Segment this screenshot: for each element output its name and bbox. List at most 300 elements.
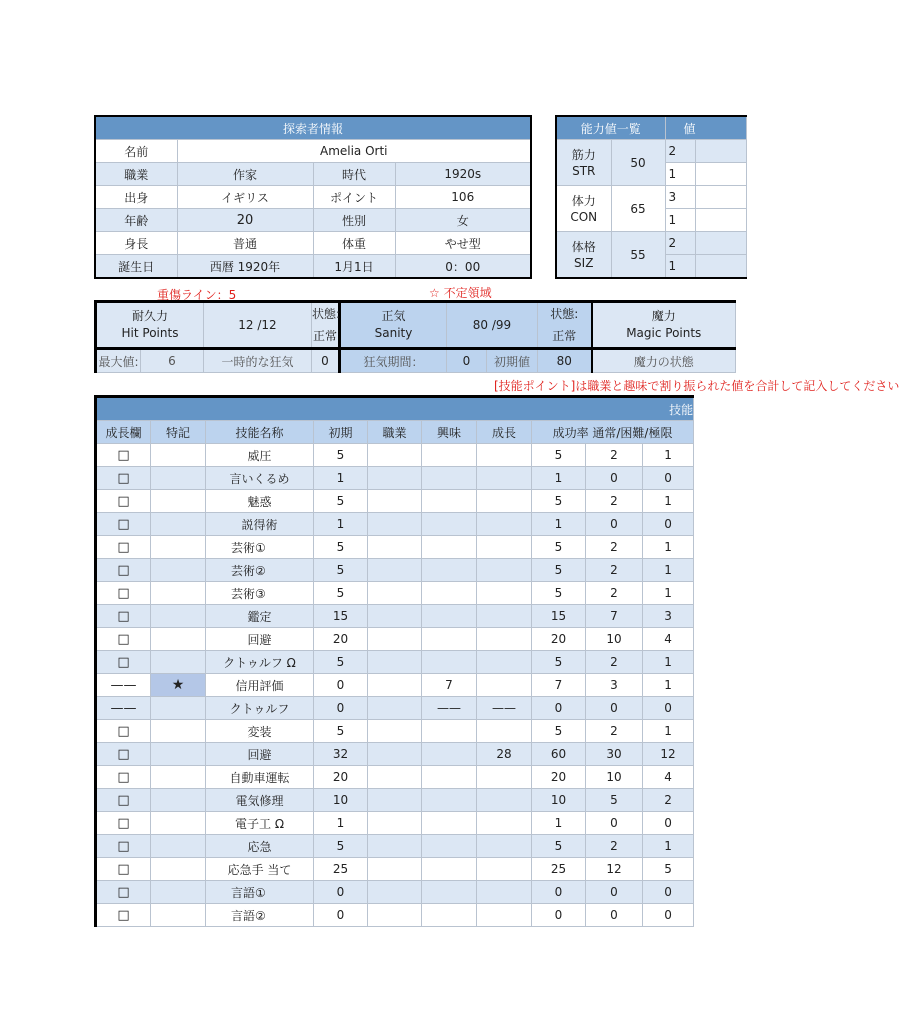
profile-value[interactable]: 20 (177, 209, 313, 232)
skill-row (96, 582, 694, 605)
skill-rate-extreme: 1 (643, 835, 694, 858)
skill-rate-hard: 0 (586, 467, 643, 490)
skill-name: 信用評価 (206, 674, 314, 697)
growth-checkbox[interactable]: □ (96, 513, 151, 536)
skill-rate-normal: 0 (532, 697, 586, 720)
skill-name: 言語① (206, 881, 314, 904)
skill-growth-points[interactable] (477, 789, 532, 812)
skill-growth-points[interactable] (477, 628, 532, 651)
skill-row (96, 789, 694, 812)
skill-hobby-points[interactable] (422, 582, 477, 605)
skill-hobby-points[interactable] (422, 444, 477, 467)
col-initial: 初期 (314, 421, 368, 444)
skill-rate-extreme: 1 (643, 582, 694, 605)
skill-rate-normal: 60 (532, 743, 586, 766)
profile-value[interactable]: 女 (395, 209, 531, 232)
skill-rate-normal: 10 (532, 789, 586, 812)
skill-rate-hard: 2 (586, 835, 643, 858)
skill-initial: 20 (314, 628, 368, 651)
skill-initial: 5 (314, 559, 368, 582)
skill-rate-extreme: 3 (643, 605, 694, 628)
skill-job-points[interactable] (368, 904, 422, 927)
stat-sub: 2 (665, 140, 695, 163)
growth-checkbox[interactable]: □ (96, 904, 151, 927)
profile-value[interactable]: 作家 (177, 163, 313, 186)
skill-rate-hard: 2 (586, 559, 643, 582)
special-mark (151, 628, 206, 651)
indefinite-insanity-note: ☆ 不定領域 (429, 286, 492, 300)
growth-checkbox[interactable]: □ (96, 812, 151, 835)
skill-row (96, 904, 694, 927)
skill-rate-hard: 0 (586, 904, 643, 927)
skill-name: 鑑定 (206, 605, 314, 628)
special-mark (151, 835, 206, 858)
skill-initial: 20 (314, 766, 368, 789)
skill-name: 変装 (206, 720, 314, 743)
skill-hobby-points[interactable] (422, 490, 477, 513)
stat-sub: 1 (665, 209, 695, 232)
skill-growth-points[interactable] (477, 904, 532, 927)
special-mark (151, 904, 206, 927)
skill-rate-extreme: 0 (643, 467, 694, 490)
col-hobby: 興味 (422, 421, 477, 444)
skill-name: 芸術② (206, 559, 314, 582)
growth-checkbox[interactable]: □ (96, 858, 151, 881)
skill-hobby-points[interactable] (422, 789, 477, 812)
skill-rate-normal: 20 (532, 628, 586, 651)
skill-initial: 32 (314, 743, 368, 766)
skill-hobby-points[interactable] (422, 628, 477, 651)
skill-rate-extreme: 1 (643, 444, 694, 467)
skill-name: 自動車運転 (206, 766, 314, 789)
growth-checkbox[interactable]: □ (96, 789, 151, 812)
skill-hobby-points[interactable] (422, 812, 477, 835)
skill-initial: 1 (314, 513, 368, 536)
skill-name: 電気修理 (206, 789, 314, 812)
stat-sub: 3 (665, 186, 695, 209)
skill-job-points[interactable] (368, 582, 422, 605)
skill-job-points[interactable] (368, 881, 422, 904)
skill-row (96, 858, 694, 881)
skill-hobby-points[interactable] (422, 467, 477, 490)
skill-job-points[interactable] (368, 743, 422, 766)
col-special: 特記 (151, 421, 206, 444)
profile-value[interactable]: Amelia Orti (177, 140, 531, 163)
skill-job-points[interactable] (368, 536, 422, 559)
growth-checkbox[interactable]: □ (96, 651, 151, 674)
stat-sub: 1 (665, 255, 695, 279)
special-mark (151, 812, 206, 835)
skill-rate-extreme: 12 (643, 743, 694, 766)
insanity-period-label: 狂気期間： (340, 349, 447, 373)
stat-sub: 1 (665, 163, 695, 186)
special-mark (151, 858, 206, 881)
growth-checkbox[interactable]: □ (96, 559, 151, 582)
skill-job-points[interactable] (368, 835, 422, 858)
skill-growth-points[interactable] (477, 858, 532, 881)
skill-name: 回避 (206, 628, 314, 651)
serious-injury-note: 重傷ライン：5 (157, 288, 237, 302)
skill-rate-extreme: 0 (643, 697, 694, 720)
skill-row (96, 835, 694, 858)
profile-header: 探索者情報 (95, 116, 531, 140)
skill-job-points[interactable] (368, 628, 422, 651)
skill-name: 魅惑 (206, 490, 314, 513)
initial-sanity-value[interactable]: 80 (538, 349, 592, 373)
skill-rate-hard: 3 (586, 674, 643, 697)
col-job: 職業 (368, 421, 422, 444)
skill-hobby-points[interactable] (422, 651, 477, 674)
growth-checkbox[interactable]: □ (96, 582, 151, 605)
skill-job-points[interactable] (368, 766, 422, 789)
skill-rate-hard: 12 (586, 858, 643, 881)
stat-name-siz: 体格 SIZ (556, 232, 611, 279)
skill-hobby-points[interactable]: —— (422, 697, 477, 720)
skill-growth-points[interactable] (477, 536, 532, 559)
initial-sanity-label: 初期値 (487, 349, 538, 373)
skill-job-points[interactable] (368, 467, 422, 490)
skill-initial: 0 (314, 697, 368, 720)
growth-checkbox[interactable]: □ (96, 835, 151, 858)
special-mark: ★ (151, 674, 206, 697)
skill-row (96, 559, 694, 582)
hp-max-value[interactable]: 6 (141, 349, 204, 373)
skill-name: 芸術① (206, 536, 314, 559)
skill-hobby-points[interactable] (422, 720, 477, 743)
skill-initial: 0 (314, 881, 368, 904)
sanity-label: 正気 Sanity (340, 302, 447, 349)
special-mark (151, 444, 206, 467)
skill-rate-normal: 5 (532, 582, 586, 605)
col-growth: 成長 (477, 421, 532, 444)
growth-checkbox[interactable]: —— (96, 697, 151, 720)
skill-growth-points[interactable] (477, 812, 532, 835)
skill-hobby-points[interactable] (422, 536, 477, 559)
skill-growth-points[interactable] (477, 582, 532, 605)
skill-growth-points[interactable]: —— (477, 697, 532, 720)
profile-label: 性別 (313, 209, 395, 232)
skill-growth-points[interactable]: 28 (477, 743, 532, 766)
growth-checkbox[interactable]: □ (96, 743, 151, 766)
skill-job-points[interactable] (368, 559, 422, 582)
skill-growth-points[interactable] (477, 651, 532, 674)
special-mark (151, 582, 206, 605)
growth-checkbox[interactable]: —— (96, 674, 151, 697)
skill-points-warning: [技能ポイント]は職業と趣味で割り振られた値を合計して記入してください (494, 379, 899, 393)
skill-initial: 1 (314, 467, 368, 490)
skill-growth-points[interactable] (477, 444, 532, 467)
growth-checkbox[interactable]: □ (96, 881, 151, 904)
skill-row (96, 674, 694, 697)
skill-rate-extreme: 1 (643, 536, 694, 559)
growth-checkbox[interactable]: □ (96, 444, 151, 467)
skill-rate-extreme: 0 (643, 812, 694, 835)
profile-label: 年齢 (95, 209, 177, 232)
skill-hobby-points[interactable] (422, 513, 477, 536)
skill-growth-points[interactable] (477, 766, 532, 789)
special-mark (151, 766, 206, 789)
col-growth-check: 成長欄 (96, 421, 151, 444)
skill-job-points[interactable] (368, 444, 422, 467)
skill-initial: 0 (314, 904, 368, 927)
skill-rate-extreme: 1 (643, 674, 694, 697)
skill-initial: 0 (314, 674, 368, 697)
profile-label: 職業 (95, 163, 177, 186)
skill-row (96, 605, 694, 628)
skill-initial: 5 (314, 490, 368, 513)
special-mark (151, 881, 206, 904)
profile-value[interactable]: イギリス (177, 186, 313, 209)
growth-checkbox[interactable]: □ (96, 467, 151, 490)
skill-rate-hard: 2 (586, 720, 643, 743)
col-success-rate: 成功率 通常/困難/極限 (532, 421, 694, 444)
skill-hobby-points[interactable] (422, 881, 477, 904)
skill-hobby-points[interactable] (422, 858, 477, 881)
skill-rate-extreme: 0 (643, 881, 694, 904)
growth-checkbox[interactable]: □ (96, 720, 151, 743)
skill-row (96, 467, 694, 490)
skill-rate-extreme: 0 (643, 904, 694, 927)
mp-label: 魔力 Magic Points (592, 302, 736, 349)
skill-hobby-points[interactable] (422, 904, 477, 927)
skill-growth-points[interactable] (477, 674, 532, 697)
skill-name: 威圧 (206, 444, 314, 467)
skill-name: 芸術③ (206, 582, 314, 605)
skill-growth-points[interactable] (477, 513, 532, 536)
profile-label: 名前 (95, 140, 177, 163)
skill-rate-normal: 5 (532, 536, 586, 559)
special-mark (151, 720, 206, 743)
special-mark (151, 467, 206, 490)
skill-job-points[interactable] (368, 651, 422, 674)
profile-label: 身長 (95, 232, 177, 255)
skill-rate-hard: 2 (586, 490, 643, 513)
skill-rate-hard: 2 (586, 536, 643, 559)
stats-panel (555, 115, 718, 279)
skill-name: 電子工 Ω (206, 812, 314, 835)
skill-row (96, 881, 694, 904)
skill-initial: 25 (314, 858, 368, 881)
skill-rate-normal: 5 (532, 559, 586, 582)
skill-rate-normal: 25 (532, 858, 586, 881)
skill-name: クトゥルフ (206, 697, 314, 720)
skill-growth-points[interactable] (477, 605, 532, 628)
skill-initial: 10 (314, 789, 368, 812)
skill-row (96, 628, 694, 651)
hp-state: 状態: 正常 (312, 302, 340, 349)
stat-value-con[interactable]: 65 (611, 186, 665, 232)
profile-value[interactable]: 普通 (177, 232, 313, 255)
skill-rate-hard: 2 (586, 651, 643, 674)
skill-job-points[interactable] (368, 490, 422, 513)
skill-rate-extreme: 2 (643, 789, 694, 812)
stat-value-siz[interactable]: 55 (611, 232, 665, 279)
profile-value[interactable]: 1月1日 (313, 255, 395, 279)
skill-growth-points[interactable] (477, 720, 532, 743)
skill-rate-normal: 20 (532, 766, 586, 789)
col-skill-name: 技能名称 (206, 421, 314, 444)
skill-name: 応急 (206, 835, 314, 858)
profile-label: 時代 (313, 163, 395, 186)
special-mark (151, 789, 206, 812)
skill-row (96, 743, 694, 766)
skill-rate-normal: 1 (532, 467, 586, 490)
profile-panel (94, 115, 530, 279)
skill-growth-points[interactable] (477, 559, 532, 582)
skill-job-points[interactable] (368, 697, 422, 720)
skill-rate-normal: 5 (532, 835, 586, 858)
skill-rate-hard: 7 (586, 605, 643, 628)
growth-checkbox[interactable]: □ (96, 536, 151, 559)
sanity-state: 状態: 正常 (538, 302, 592, 349)
skill-rate-hard: 5 (586, 789, 643, 812)
skill-job-points[interactable] (368, 789, 422, 812)
skill-job-points[interactable] (368, 720, 422, 743)
growth-checkbox[interactable]: □ (96, 766, 151, 789)
sanity-value[interactable]: 80 /99 (447, 302, 538, 349)
skill-job-points[interactable] (368, 513, 422, 536)
skill-rate-hard: 0 (586, 513, 643, 536)
skill-hobby-points[interactable] (422, 766, 477, 789)
skill-rate-extreme: 4 (643, 766, 694, 789)
skill-name: クトゥルフ Ω (206, 651, 314, 674)
skill-rate-hard: 0 (586, 812, 643, 835)
skill-row (96, 697, 694, 720)
profile-label: 体重 (313, 232, 395, 255)
skill-initial: 1 (314, 812, 368, 835)
skill-job-points[interactable] (368, 858, 422, 881)
skill-rate-normal: 0 (532, 904, 586, 927)
stats-header-extra: 値 (665, 116, 746, 140)
skill-hobby-points[interactable]: 7 (422, 674, 477, 697)
special-mark (151, 536, 206, 559)
skills-banner: 技能 (96, 397, 694, 421)
skill-row (96, 536, 694, 559)
stats-header: 能力値一覧 (556, 116, 665, 140)
hp-label: 耐久力 Hit Points (96, 302, 204, 349)
skill-name: 言語② (206, 904, 314, 927)
special-mark (151, 559, 206, 582)
insanity-period-value[interactable]: 0 (447, 349, 487, 373)
skill-row (96, 490, 694, 513)
skill-row (96, 766, 694, 789)
skill-rate-normal: 5 (532, 651, 586, 674)
skill-rate-normal: 5 (532, 720, 586, 743)
skill-rate-normal: 15 (532, 605, 586, 628)
skill-row (96, 444, 694, 467)
skill-rate-normal: 5 (532, 444, 586, 467)
skill-rate-extreme: 1 (643, 651, 694, 674)
hp-value[interactable]: 12 /12 (204, 302, 312, 349)
skill-rate-extreme: 5 (643, 858, 694, 881)
skill-growth-points[interactable] (477, 490, 532, 513)
skill-initial: 5 (314, 651, 368, 674)
skill-rate-extreme: 0 (643, 513, 694, 536)
skill-rate-hard: 0 (586, 881, 643, 904)
special-mark (151, 651, 206, 674)
skill-rate-extreme: 1 (643, 720, 694, 743)
skill-rate-extreme: 1 (643, 490, 694, 513)
skill-name: 回避 (206, 743, 314, 766)
skill-rate-normal: 5 (532, 490, 586, 513)
skill-rate-hard: 2 (586, 582, 643, 605)
profile-value[interactable]: 西暦 1920年 (177, 255, 313, 279)
skill-initial: 15 (314, 605, 368, 628)
special-mark (151, 697, 206, 720)
skill-rate-hard: 10 (586, 628, 643, 651)
stat-sub: 2 (665, 232, 695, 255)
growth-checkbox[interactable]: □ (96, 490, 151, 513)
skill-name: 言いくるめ (206, 467, 314, 490)
skill-hobby-points[interactable] (422, 605, 477, 628)
stat-name-con: 体力 CON (556, 186, 611, 232)
status-panel (94, 300, 702, 373)
skill-row (96, 720, 694, 743)
skill-job-points[interactable] (368, 674, 422, 697)
skill-rate-normal: 1 (532, 812, 586, 835)
skill-growth-points[interactable] (477, 467, 532, 490)
special-mark (151, 490, 206, 513)
stat-value-str[interactable]: 50 (611, 140, 665, 186)
skill-row (96, 513, 694, 536)
skill-row (96, 651, 694, 674)
special-mark (151, 743, 206, 766)
skill-hobby-points[interactable] (422, 743, 477, 766)
skill-initial: 5 (314, 444, 368, 467)
temp-insanity-label: 一時的な狂気 (204, 349, 312, 373)
skill-row (96, 812, 694, 835)
skill-rate-hard: 10 (586, 766, 643, 789)
mp-state-label: 魔力の状態 (592, 349, 736, 373)
skill-job-points[interactable] (368, 605, 422, 628)
special-mark (151, 513, 206, 536)
profile-label: 誕生日 (95, 255, 177, 279)
growth-checkbox[interactable]: □ (96, 628, 151, 651)
profile-value[interactable]: 1920s (395, 163, 531, 186)
growth-checkbox[interactable]: □ (96, 605, 151, 628)
skill-initial: 5 (314, 582, 368, 605)
skill-rate-normal: 0 (532, 881, 586, 904)
skill-rate-hard: 0 (586, 697, 643, 720)
profile-value[interactable]: 106 (395, 186, 531, 209)
skill-rate-hard: 30 (586, 743, 643, 766)
skill-initial: 5 (314, 536, 368, 559)
stat-name-str: 筋力 STR (556, 140, 611, 186)
profile-label: 出身 (95, 186, 177, 209)
skill-hobby-points[interactable] (422, 559, 477, 582)
skills-panel (94, 395, 692, 927)
skill-name: 応急手 当て (206, 858, 314, 881)
skill-name: 説得術 (206, 513, 314, 536)
skill-initial: 5 (314, 835, 368, 858)
hp-max-label: 最大値: (96, 349, 141, 373)
skill-initial: 5 (314, 720, 368, 743)
skill-rate-extreme: 1 (643, 559, 694, 582)
profile-value[interactable]: やせ型 (395, 232, 531, 255)
skill-rate-normal: 1 (532, 513, 586, 536)
skill-growth-points[interactable] (477, 881, 532, 904)
profile-label: ポイント (313, 186, 395, 209)
skill-hobby-points[interactable] (422, 835, 477, 858)
skill-rate-hard: 2 (586, 444, 643, 467)
profile-value[interactable]: 0：00 (395, 255, 531, 279)
skill-rate-extreme: 4 (643, 628, 694, 651)
skill-growth-points[interactable] (477, 835, 532, 858)
skill-rate-normal: 7 (532, 674, 586, 697)
special-mark (151, 605, 206, 628)
skill-job-points[interactable] (368, 812, 422, 835)
temp-insanity-value[interactable]: 0 (312, 349, 340, 373)
